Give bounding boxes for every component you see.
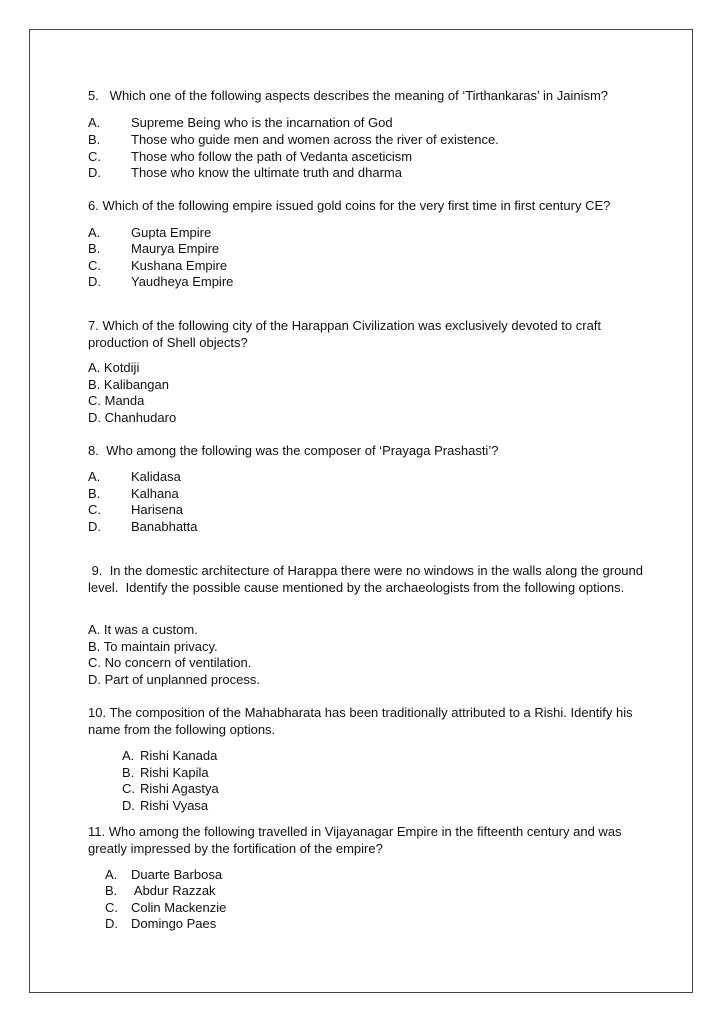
option-9d [88, 671, 260, 688]
option-letter: C. [88, 655, 101, 670]
question-7-text: 7. Which of the following city of the Harappan Civilization was exclusively devoted to craft production of Shell objects? [88, 318, 605, 350]
option-5c [88, 148, 412, 165]
option-letter: D. [88, 410, 101, 425]
option-letter: C. [88, 502, 101, 517]
option-6a [88, 224, 211, 241]
option-text: Abdur Razzak [131, 883, 216, 898]
option-text: Rishi Agastya [140, 781, 219, 796]
option-text: Duarte Barbosa [131, 867, 223, 882]
option-text: Banabhatta [131, 519, 198, 534]
option-text: Rishi Vyasa [140, 798, 209, 813]
option-7a [88, 359, 139, 376]
option-text: Kushana Empire [131, 258, 228, 273]
option-11d [105, 915, 216, 932]
option-letter: B. [122, 765, 135, 780]
option-letter: B. [88, 486, 101, 501]
option-6b [88, 240, 219, 257]
option-text: Chanhudaro [104, 410, 177, 425]
question-9-text: 9. In the domestic architecture of Harappa there were no windows in the walls along the ground level. Identify the possible cause mentioned by the archaeologists from the following options. [88, 563, 647, 595]
option-text: Kotdiji [103, 360, 140, 375]
option-10c [122, 780, 219, 797]
option-11b [105, 882, 216, 899]
option-letter: A. [105, 867, 118, 882]
option-letter: B. [88, 377, 101, 392]
option-10d [122, 797, 208, 814]
option-text: Rishi Kapila [140, 765, 209, 780]
option-10a [122, 747, 217, 764]
option-letter: D. [88, 274, 101, 289]
option-letter: B. [88, 241, 101, 256]
option-10b [122, 764, 209, 781]
option-text: Supreme Being who is the incarnation of God [131, 115, 393, 130]
option-text: Those who guide men and women across the river of existence. [131, 132, 499, 147]
question-5-text: 5. Which one of the following aspects describes the meaning of ‘Tirthankaras’ in Jainism? [88, 88, 609, 103]
option-letter: B. [105, 883, 118, 898]
option-7d [88, 409, 176, 426]
option-letter: D. [88, 519, 101, 534]
option-text: To maintain privacy. [103, 639, 218, 654]
option-6d [88, 273, 233, 290]
question-11-text: 11. Who among the following travelled in Vijayanagar Empire in the fifteenth century and was greatly impressed by the fortification of the empire? [88, 824, 626, 856]
option-letter: D. [88, 672, 101, 687]
option-7c [88, 392, 144, 409]
option-text: Kalidasa [131, 469, 181, 484]
option-text: Those who know the ultimate truth and dharma [131, 165, 402, 180]
option-text: Rishi Kanada [140, 748, 218, 763]
option-11a [105, 866, 222, 883]
option-text: Kalibangan [103, 377, 169, 392]
option-letter: A. [88, 115, 101, 130]
option-text: Colin Mackenzie [131, 900, 227, 915]
option-8a [88, 468, 181, 485]
option-5b [88, 131, 499, 148]
question-8-text: 8. Who among the following was the composer of ‘Prayaga Prashasti’? [88, 443, 499, 458]
option-text: Manda [104, 393, 145, 408]
option-5a [88, 114, 393, 131]
option-letter: A. [88, 225, 101, 240]
question-6-text: 6. Which of the following empire issued gold coins for the very first time in first century CE? [88, 198, 611, 213]
option-letter: A. [88, 469, 101, 484]
option-7b [88, 376, 169, 393]
option-text: Domingo Paes [131, 916, 217, 931]
option-letter: D. [88, 165, 101, 180]
option-text: It was a custom. [103, 622, 198, 637]
option-text: Kalhana [131, 486, 179, 501]
option-letter: C. [105, 900, 118, 915]
option-8d [88, 518, 198, 535]
option-6c [88, 257, 227, 274]
option-text: Yaudheya Empire [131, 274, 234, 289]
option-11c [105, 899, 226, 916]
option-5d [88, 164, 402, 181]
option-letter: D. [122, 798, 135, 813]
option-text: Gupta Empire [131, 225, 212, 240]
option-letter: C. [88, 258, 101, 273]
option-9a [88, 621, 198, 638]
option-letter: B. [88, 639, 101, 654]
option-text: No concern of ventilation. [104, 655, 252, 670]
option-8b [88, 485, 179, 502]
option-letter: D. [105, 916, 118, 931]
option-text: Maurya Empire [131, 241, 220, 256]
option-letter: A. [122, 748, 135, 763]
option-letter: C. [122, 781, 135, 796]
question-10-text: 10. The composition of the Mahabharata has been traditionally attributed to a Rishi. Identify his name from the following options. [88, 705, 637, 737]
option-8c [88, 501, 183, 518]
option-text: Those who follow the path of Vedanta asceticism [131, 149, 413, 164]
option-text: Part of unplanned process. [104, 672, 261, 687]
option-9b [88, 638, 218, 655]
option-letter: A. [88, 360, 101, 375]
option-letter: A. [88, 622, 101, 637]
option-letter: C. [88, 393, 101, 408]
option-text: Harisena [131, 502, 184, 517]
option-letter: B. [88, 132, 101, 147]
option-letter: C. [88, 149, 101, 164]
option-9c [88, 654, 251, 671]
